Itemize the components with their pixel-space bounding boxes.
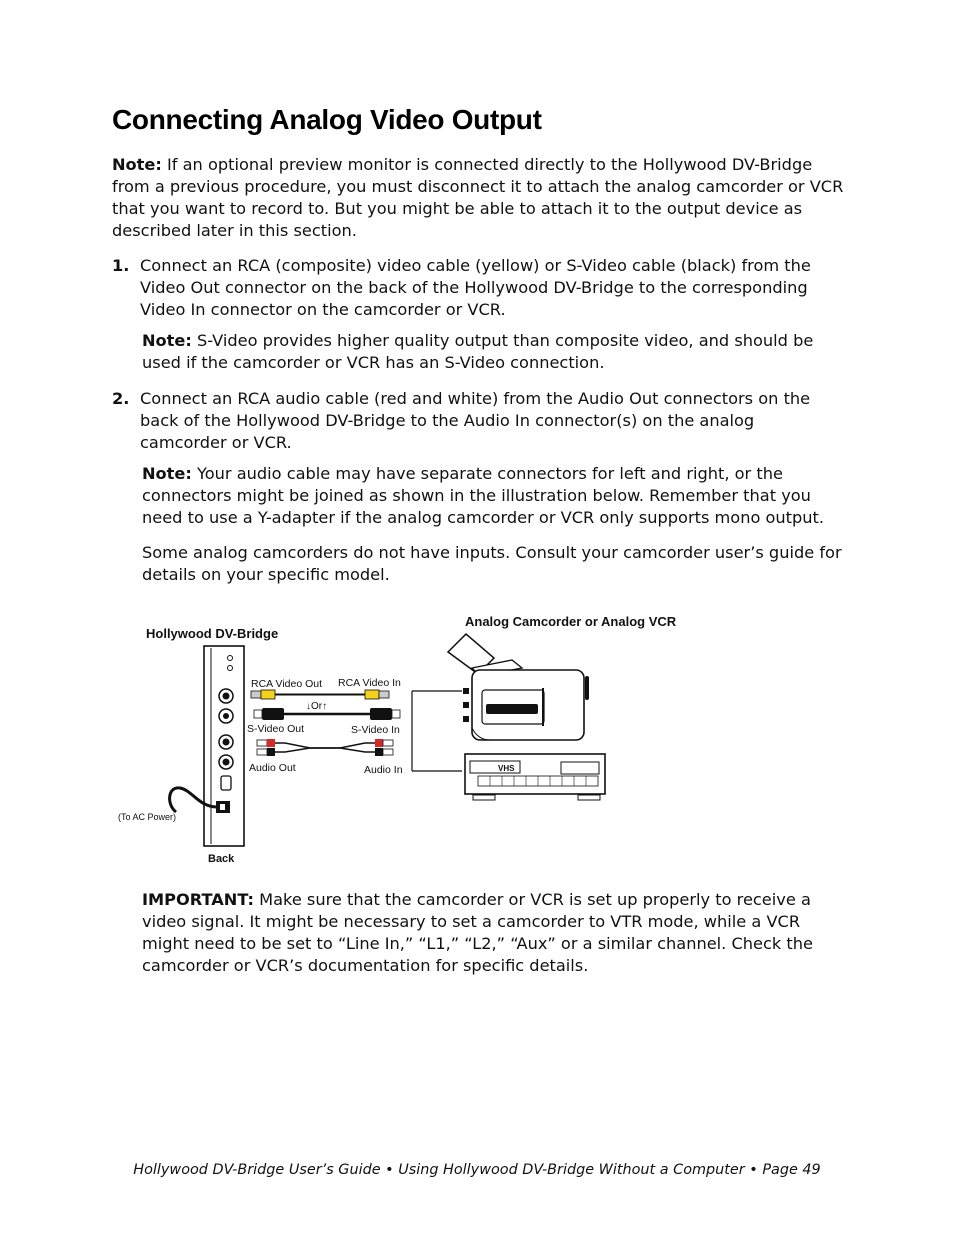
step-1-note-label: Note: — [142, 331, 192, 350]
target-label: Analog Camcorder or Analog VCR — [465, 614, 677, 629]
page-title: Connecting Analog Video Output — [112, 104, 542, 135]
step-2-note — [142, 463, 847, 529]
step-2-text: Connect an RCA audio cable (red and white) from the Audio Out connectors on the back of the Hollywood DV-Bridge to the Audio In connector(s) on the analog camcorder or VCR. — [140, 389, 811, 452]
camcorder-icon — [448, 634, 589, 740]
page-footer: Hollywood DV-Bridge User’s Guide • Using Hollywood DV-Bridge Without a Computer • Page 49 — [133, 1162, 821, 1178]
audio-in-label: Audio In — [364, 764, 403, 776]
step-1-note — [142, 330, 847, 374]
vcr-icon — [465, 754, 605, 800]
connection-diagram — [110, 608, 730, 870]
important-note — [142, 889, 847, 977]
rca-video-cable-icon — [251, 690, 389, 699]
step-2-note-text: Your audio cable may have separate connectors for left and right, or the connectors might be joined as shown in the illustration below. Remember that you need to use a Y-adapter if the analog camcorder or VCR only supports mono output. — [142, 464, 825, 527]
audio-out-label: Audio Out — [249, 762, 296, 774]
step-1-text: Connect an RCA (composite) video cable (yellow) or S-Video cable (black) from the Video Out connector on the back of the Hollywood DV-Bridge to the corresponding Video In connector on the camcorder or VCR. — [140, 256, 811, 319]
svideo-in-label: S-Video In — [351, 724, 400, 736]
important-text: Make sure that the camcorder or VCR is set up properly to receive a video signal. It might be necessary to set a camcorder to VTR mode, while a VCR might need to be set to “Line In,” “L1,” “L2,” “Aux” or a similar channel. Check the camcorder or VCR’s documentation for specific details. — [142, 890, 813, 975]
connection-bracket — [412, 691, 462, 771]
or-label: ↓Or↑ — [306, 701, 328, 712]
audio-cable-icon — [257, 739, 393, 756]
step-1-number: 1. — [112, 256, 130, 275]
intro-note-text: If an optional preview monitor is connected directly to the Hollywood DV-Bridge from a previous procedure, you must disconnect it to attach the analog camcorder or VCR that you want to record to. But you might be able to attach it to the output device as described later in this section. — [112, 155, 844, 240]
intro-note-label: Note: — [112, 155, 162, 174]
vhs-label: VHS — [498, 764, 515, 773]
step-2-note-label: Note: — [142, 464, 192, 483]
dv-bridge-back-panel-icon — [204, 646, 244, 846]
step-2-number: 2. — [112, 389, 130, 408]
svideo-out-label: S-Video Out — [247, 723, 305, 735]
rca-in-label: RCA Video In — [338, 677, 401, 689]
important-label: IMPORTANT: — [142, 890, 254, 909]
power-label: (To AC Power) — [118, 812, 177, 822]
rca-out-label: RCA Video Out — [251, 678, 323, 690]
intro-note — [112, 154, 847, 242]
step-2-extra: Some analog camcorders do not have inputs. Consult your camcorder user’s guide for details on your specific model. — [142, 543, 842, 584]
device-label: Hollywood DV-Bridge — [146, 626, 279, 641]
back-label: Back — [208, 853, 235, 865]
step-1-note-text: S-Video provides higher quality output than composite video, and should be used if the camcorder or VCR has an S-Video connection. — [142, 331, 814, 372]
